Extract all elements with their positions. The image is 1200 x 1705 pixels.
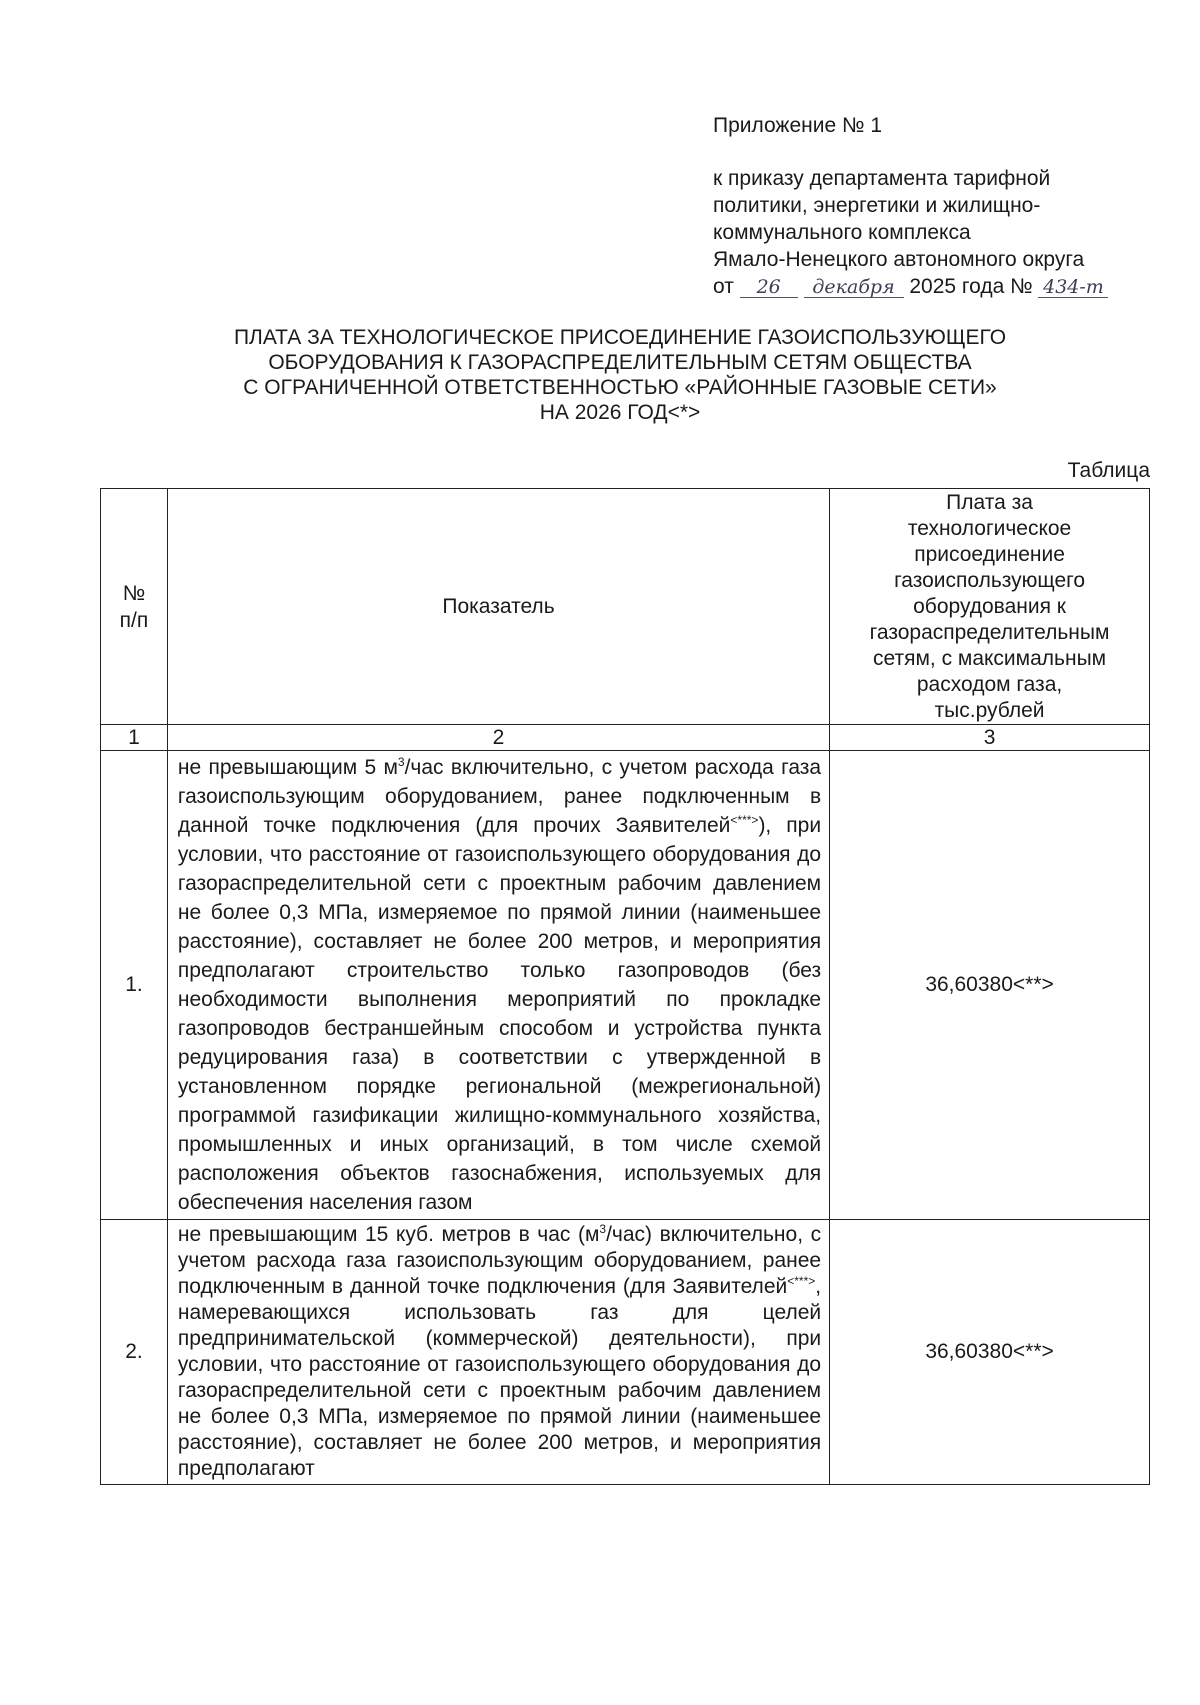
superscript: 3 (397, 755, 405, 769)
table-row (101, 751, 1150, 1220)
header-fee-line: газоиспользующего (894, 568, 1086, 592)
header-fee-line: Плата за (946, 490, 1033, 514)
handwritten-order-number: 434-т (1038, 277, 1108, 298)
header-fee-line: расходом газа, (916, 672, 1063, 696)
row-fee: 36,60380<**> (830, 751, 1150, 1220)
order-line: Ямало-Ненецкого автономного округа (713, 248, 1085, 271)
desc-part: не превышающим 5 м (177, 756, 398, 779)
table-row (101, 1220, 1150, 1485)
desc-part: не превышающим 15 куб. метров в час (м (177, 1223, 600, 1246)
order-date-line (713, 273, 1173, 300)
handwritten-month: декабря (804, 277, 904, 298)
table-header-row (101, 489, 1150, 725)
column-number-cell: 3 (830, 725, 1150, 751)
table-label: Таблица (1067, 459, 1150, 482)
date-year-text: 2025 года № (909, 275, 1033, 298)
column-number-row (101, 725, 1150, 751)
header-fee-line: сетям, с максимальным (872, 646, 1107, 670)
header-fee-line: тыс.рублей (934, 698, 1045, 722)
order-line: коммунального комплекса (713, 221, 971, 244)
title-line: НА 2026 ГОД<*> (539, 401, 701, 424)
appendix-block (713, 112, 1173, 300)
order-line: к приказу департамента тарифной (713, 167, 1051, 190)
title-line: С ОГРАНИЧЕННОЙ ОТВЕТСТВЕННОСТЬЮ «РАЙОННЫЕ ГАЗОВЫЕ СЕТИ» (243, 376, 997, 399)
header-num-line: № (122, 581, 146, 605)
desc-part: ), при условии, что расстояние от газоиспользующего оборудования до газораспределительной сети с проектным рабочим давлением не более 0,3 МПа, измеряемое по прямой линии (наименьшее расстояние), составляет не более 200 метров, и мероприятия предполагают строительство только газопроводов (без необходимости выполнения мероприятий по прокладке газопроводов бестраншейным способом и устройства пункта редуцирования газа) в соответствии с утвержденной в установленном порядке региональной (межрегиональной) программой газификации жилищно-коммунального хозяйства, промышленных и иных организаций, в том числе схемой расположения объектов газоснабжения, используемых для обеспечения населения газом (177, 814, 822, 1214)
document-title (140, 325, 1100, 425)
column-number-cell: 2 (167, 725, 829, 751)
appendix-label: Приложение № 1 (713, 114, 883, 137)
title-line: ОБОРУДОВАНИЯ К ГАЗОРАСПРЕДЕЛИТЕЛЬНЫМ СЕТЯМ ОБЩЕСТВА (268, 351, 972, 374)
header-num-line: п/п (119, 608, 149, 632)
column-number-cell: 1 (101, 725, 168, 751)
header-fee-cell (830, 489, 1150, 725)
header-indicator-cell: Показатель (167, 489, 829, 725)
footnote-mark: <***> (787, 1274, 816, 1288)
row-description (167, 751, 829, 1220)
row-fee: 36,60380<**> (830, 1220, 1150, 1485)
superscript: 3 (599, 1222, 607, 1236)
header-num-cell (101, 489, 168, 725)
fee-table (100, 488, 1150, 1485)
header-fee-line: газораспределительным (869, 620, 1110, 644)
header-fee-line: технологическое (907, 516, 1072, 540)
header-fee-line: присоединение (914, 542, 1065, 566)
date-prefix: от (713, 275, 734, 298)
desc-part: , намеревающихся использовать газ для целей предпринимательской (коммерческой) деятельности), при условии, что расстояние от газоиспользующего оборудования до газораспределительной сети с проектным рабочим давлением не более 0,3 МПа, измеряемое по прямой линии (наименьшее расстояние), составляет не более 200 метров, и мероприятия предполагают (177, 1275, 822, 1480)
row-number: 2. (101, 1220, 168, 1485)
desc-part: /час) включительно, с учетом расхода газа газоиспользующим оборудованием, ранее подключенным в данной точке подключения (для Заявителей (177, 1223, 822, 1298)
order-line: политики, энергетики и жилищно- (713, 194, 1041, 217)
row-description (167, 1220, 829, 1485)
handwritten-day: 26 (740, 277, 798, 298)
desc-part: /час включительно, с учетом расхода газа газоиспользующим оборудованием, ранее подключенным в данной точке подключения (для прочих Заявителей (177, 756, 822, 837)
row-number: 1. (101, 751, 168, 1220)
header-fee-line: оборудования к (913, 594, 1066, 618)
footnote-mark: <***> (730, 813, 759, 827)
title-line: ПЛАТА ЗА ТЕХНОЛОГИЧЕСКОЕ ПРИСОЕДИНЕНИЕ ГАЗОИСПОЛЬЗУЮЩЕГО (233, 326, 1007, 349)
